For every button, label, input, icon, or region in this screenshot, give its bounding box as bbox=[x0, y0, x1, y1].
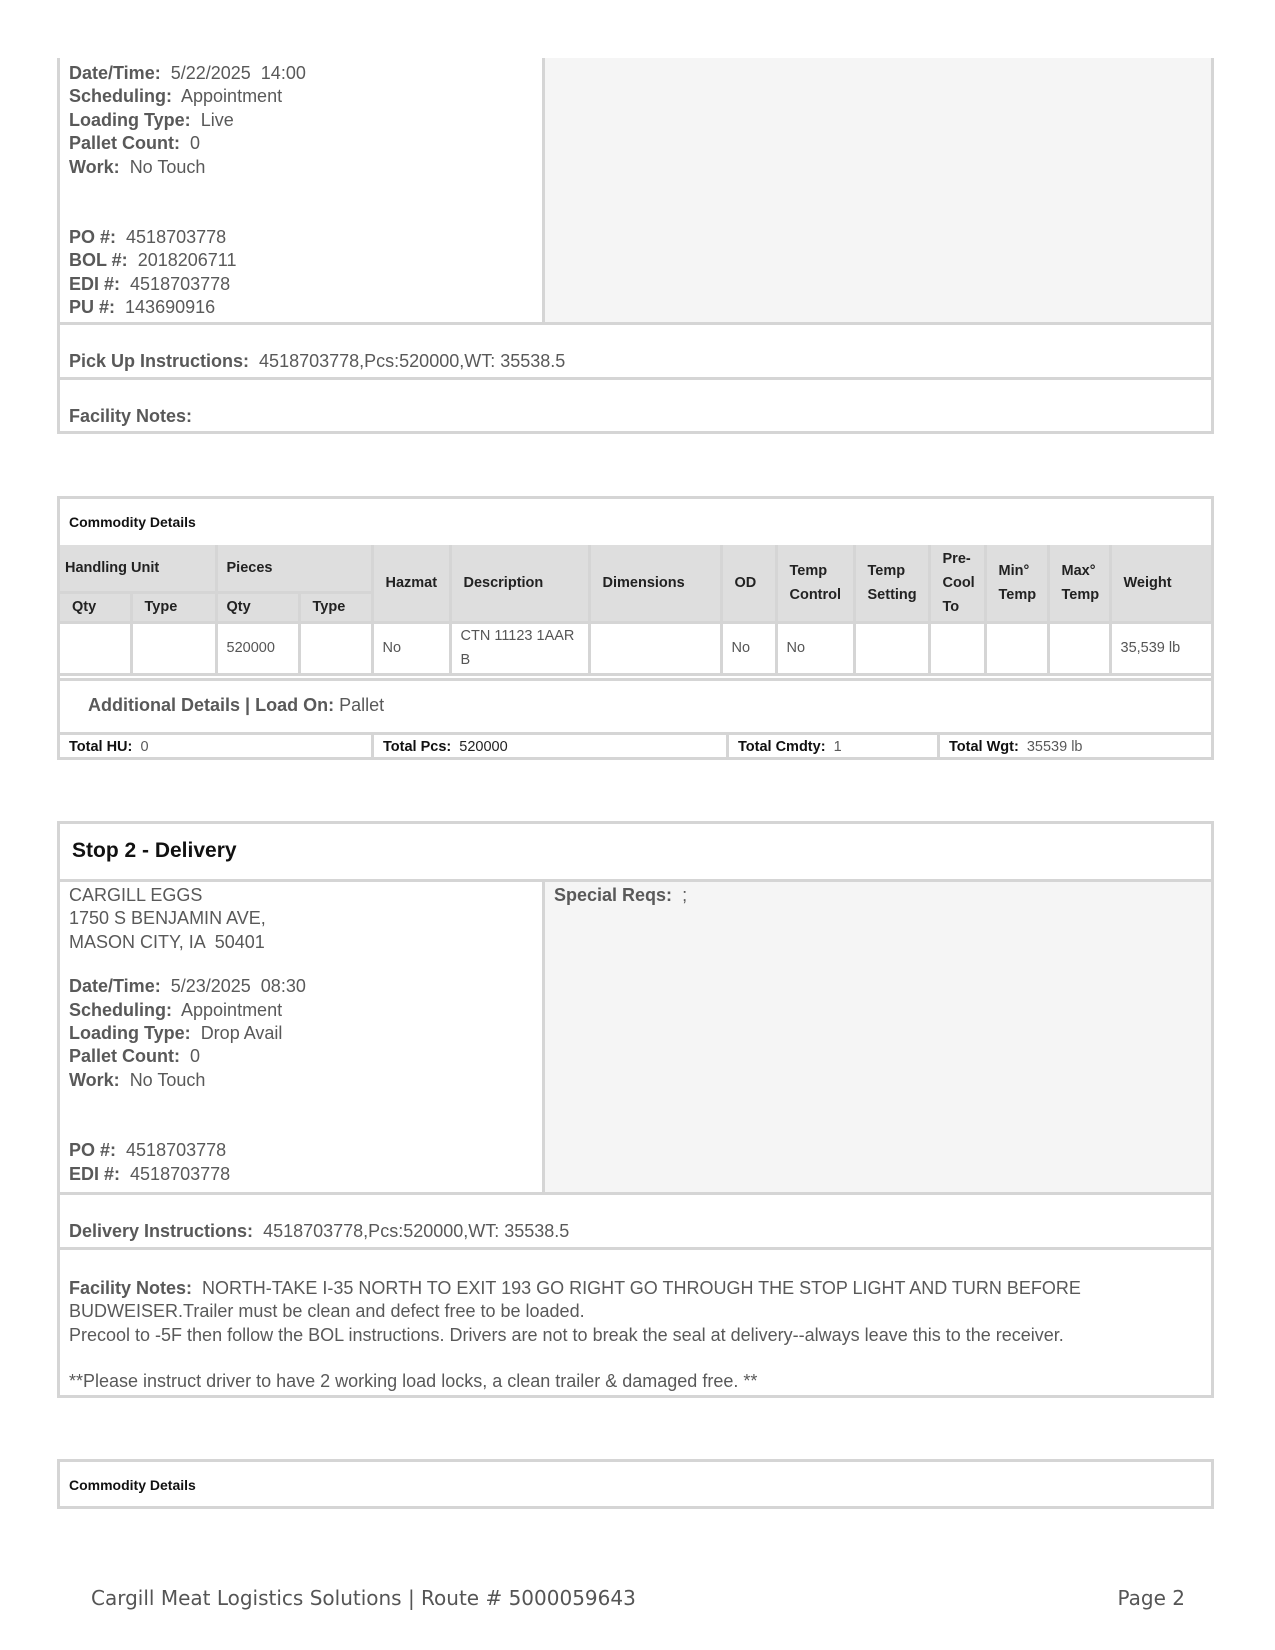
cell-pre-cool bbox=[929, 622, 985, 674]
col-dimensions: Dimensions bbox=[589, 545, 721, 622]
commodity-table bbox=[60, 545, 1211, 676]
footer-page-number: Page 2 bbox=[1117, 1586, 1185, 1610]
stop2-scheduling: Scheduling: Appointment bbox=[69, 999, 283, 1020]
commodity-details-section-2 bbox=[57, 1459, 1214, 1509]
col-hu-qty: Qty bbox=[60, 592, 131, 622]
cell-weight: 35,539 lb bbox=[1110, 622, 1211, 674]
total-pcs: Total Pcs: 520000 bbox=[374, 735, 729, 760]
stop2-work: Work: No Touch bbox=[69, 1069, 206, 1090]
stop2-details bbox=[60, 879, 542, 1192]
stop1-facility-notes: Facility Notes: bbox=[60, 377, 1211, 431]
col-handling-unit: Handling Unit bbox=[60, 545, 216, 592]
stop1-details bbox=[60, 58, 542, 322]
cell-temp-setting bbox=[854, 622, 929, 674]
col-max-temp: Max° Temp bbox=[1048, 545, 1110, 622]
col-min-temp: Min° Temp bbox=[985, 545, 1048, 622]
stop2-loading-type: Loading Type: Drop Avail bbox=[69, 1023, 283, 1044]
stop1-bol: BOL #: 2018206711 bbox=[69, 250, 237, 271]
totals-row bbox=[60, 732, 1211, 763]
cell-dimensions bbox=[589, 622, 721, 674]
stop2-address2: MASON CITY, IA 50401 bbox=[69, 931, 265, 952]
stop2-edi: EDI #: 4518703778 bbox=[69, 1163, 231, 1184]
stop2-pallet-count: Pallet Count: 0 bbox=[69, 1046, 201, 1067]
stop2-facility-notes: Facility Notes: NORTH-TAKE I-35 NORTH TO EXIT 193 GO RIGHT GO THROUGH THE STOP LIGHT AND TURN BEFORE BUDWEISER.Trailer must be clean and defect free to be loaded. Precool to -5F then follow the BOL instructions. Drivers are not to break the seal at delivery--always leave this to the receiver. **Please instruct driver to have 2 working load locks, a clean trailer & damaged free. ** bbox=[60, 1247, 1211, 1397]
commodity-details-title: Commodity Details bbox=[69, 514, 196, 530]
stop1-datetime: Date/Time: 5/22/2025 14:00 bbox=[69, 63, 306, 83]
col-hu-type: Type bbox=[131, 592, 216, 622]
commodity-details-title-2: Commodity Details bbox=[69, 1477, 196, 1493]
stop2-section bbox=[57, 821, 1214, 1398]
stop1-work: Work: No Touch bbox=[69, 156, 206, 177]
col-hazmat: Hazmat bbox=[372, 545, 450, 622]
col-weight: Weight bbox=[1110, 545, 1211, 622]
total-wgt: Total Wgt: 35539 lb bbox=[949, 739, 1083, 755]
cell-max-temp bbox=[1048, 622, 1110, 674]
stop1-section bbox=[57, 58, 1214, 434]
stop2-datetime: Date/Time: 5/23/2025 08:30 bbox=[69, 976, 306, 997]
cell-pcs-qty: 520000 bbox=[216, 622, 299, 674]
total-cmdty: Total Cmdty: 1 bbox=[729, 735, 940, 760]
stop1-po: PO #: 4518703778 bbox=[69, 227, 227, 248]
stop2-name: CARGILL EGGS bbox=[69, 885, 203, 905]
stop1-pu: PU #: 143690916 bbox=[69, 297, 216, 318]
cell-hu-qty bbox=[60, 622, 131, 674]
cell-hu-type bbox=[131, 622, 216, 674]
stop2-delivery-instructions: Delivery Instructions: 4518703778,Pcs:520000,WT: 35538.5 bbox=[60, 1192, 1211, 1247]
stop1-scheduling: Scheduling: Appointment bbox=[69, 86, 283, 107]
col-temp-setting: Temp Setting bbox=[854, 545, 929, 622]
col-od: OD bbox=[721, 545, 776, 622]
total-hu: Total HU: 0 bbox=[60, 735, 374, 760]
cell-temp-control: No bbox=[776, 622, 854, 674]
col-pre-cool: Pre- Cool To bbox=[929, 545, 985, 622]
cell-hazmat: No bbox=[372, 622, 450, 674]
stop2-po: PO #: 4518703778 bbox=[69, 1140, 227, 1161]
table-row bbox=[60, 622, 1211, 674]
commodity-details-section bbox=[57, 496, 1214, 760]
cell-od: No bbox=[721, 622, 776, 674]
cell-pcs-type bbox=[299, 622, 372, 674]
footer-route: Cargill Meat Logistics Solutions | Route # 5000059643 bbox=[91, 1586, 636, 1610]
col-temp-control: Temp Control bbox=[776, 545, 854, 622]
stop2-header bbox=[60, 824, 1211, 879]
stop2-special-panel bbox=[542, 879, 1211, 1192]
stop1-special-panel bbox=[542, 58, 1211, 322]
col-pcs-type: Type bbox=[299, 592, 372, 622]
stop1-pallet-count: Pallet Count: 0 bbox=[69, 133, 201, 154]
col-description: Description bbox=[450, 545, 589, 622]
stop1-pickup-instructions: Pick Up Instructions: 4518703778,Pcs:520000,WT: 35538.5 bbox=[60, 322, 1211, 377]
cell-description: CTN 11123 1AAR B bbox=[450, 622, 589, 674]
stop2-address1: 1750 S BENJAMIN AVE, bbox=[69, 908, 266, 929]
stop1-edi: EDI #: 4518703778 bbox=[69, 273, 231, 294]
additional-details: Additional Details | Load On: Pallet bbox=[88, 695, 385, 715]
col-pieces: Pieces bbox=[216, 545, 372, 592]
stop2-special-reqs: Special Reqs: ; bbox=[554, 885, 688, 905]
cell-min-temp bbox=[985, 622, 1048, 674]
col-pcs-qty: Qty bbox=[216, 592, 299, 622]
stop1-loading-type: Loading Type: Live bbox=[69, 109, 234, 130]
stop2-title: Stop 2 - Delivery bbox=[72, 839, 237, 862]
